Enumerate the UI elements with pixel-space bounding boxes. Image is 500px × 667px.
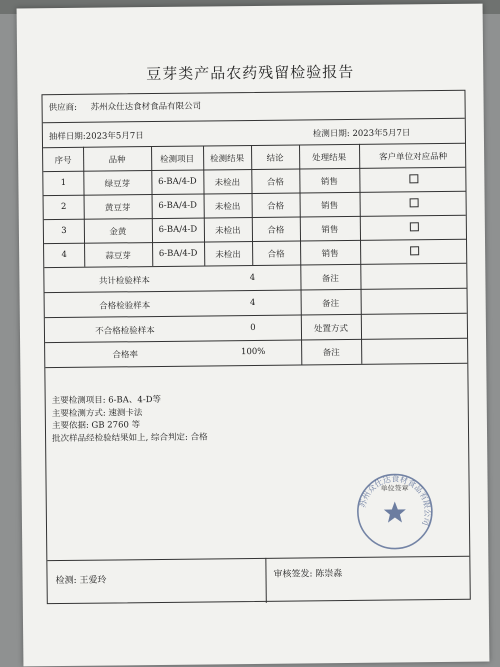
checkbox-icon[interactable]	[409, 174, 418, 183]
row-variety: 蒜豆芽	[105, 251, 131, 262]
total-note: 备注	[321, 274, 339, 285]
header-handling: 处理结果	[312, 153, 347, 164]
checkbox-icon[interactable]	[409, 198, 418, 207]
row-conclusion: 合格	[267, 225, 285, 236]
reviewer-signature: 审核签发: 陈崇淼	[273, 569, 343, 580]
row-item: 6-BA/4-D	[158, 200, 198, 211]
rate-value: 100%	[240, 346, 266, 358]
pass-note: 备注	[322, 299, 340, 310]
row-divider	[44, 215, 466, 220]
row-client-checkbox[interactable]	[360, 198, 468, 211]
row-divider	[44, 263, 466, 268]
row-result: 未检出	[214, 202, 241, 213]
row-client-checkbox[interactable]	[360, 246, 468, 259]
col-divider	[265, 558, 266, 603]
tester-signature: 检测: 王爱玲	[55, 575, 107, 587]
row-divider	[43, 118, 465, 123]
testing-date: 检测日期: 2023年5月7日	[312, 128, 411, 140]
fail-note: 处置方式	[313, 324, 348, 335]
row-item: 6-BA/4-D	[158, 176, 197, 187]
supplier-label: 供应商:	[48, 102, 78, 114]
row-conclusion: 合格	[266, 177, 284, 188]
row-divider	[45, 288, 467, 293]
row-handling: 销售	[320, 177, 338, 188]
row-variety: 黄豆芽	[104, 203, 131, 214]
header-conclusion: 结论	[266, 153, 284, 164]
company-seal	[354, 471, 435, 552]
row-client-checkbox[interactable]	[360, 222, 468, 235]
note-test-items: 主要检测项目: 6-BA、4-D等	[51, 394, 162, 407]
note-standard: 主要依据: GB 2760 等	[51, 420, 141, 432]
row-divider	[44, 191, 466, 196]
row-divider	[45, 338, 467, 343]
checkbox-icon[interactable]	[409, 222, 418, 231]
report-paper	[17, 4, 490, 667]
fail-value: 0	[250, 322, 256, 334]
note-test-method: 主要检测方式: 速测卡法	[51, 407, 143, 419]
checkbox-icon[interactable]	[410, 246, 419, 255]
note-conclusion: 批次样品经检验结果如上, 综合判定: 合格	[52, 431, 208, 444]
header-result: 检测结果	[210, 154, 245, 165]
row-divider	[45, 363, 467, 368]
row-no: 3	[61, 225, 67, 237]
row-divider	[43, 143, 465, 148]
row-no: 1	[60, 177, 67, 189]
row-divider	[44, 239, 466, 244]
seal-label: 单位签章	[380, 484, 409, 493]
row-no: 2	[60, 201, 67, 213]
svg-text:苏州众仕达食材食品有限公司	[357, 473, 432, 527]
rate-note: 备注	[322, 348, 340, 359]
notes-block	[52, 393, 208, 445]
total-value: 4	[249, 272, 256, 284]
seal-text: 苏州众仕达食材食品有限公司	[358, 474, 432, 527]
row-conclusion: 合格	[267, 201, 285, 212]
report-table	[41, 90, 470, 604]
row-handling: 销售	[321, 225, 339, 236]
pass-value: 4	[249, 297, 256, 309]
row-result: 未检出	[214, 178, 241, 189]
report-title: 豆芽类产品农药残留检验报告	[146, 62, 355, 84]
row-item: 6-BA/4-D	[158, 224, 198, 235]
header-variety: 品种	[108, 155, 126, 166]
star-icon	[384, 501, 406, 522]
row-variety: 绿豆芽	[104, 179, 131, 190]
rate-label: 合格率	[112, 350, 139, 361]
header-item: 检测项目	[160, 154, 195, 165]
pass-label: 合格检验样本	[99, 301, 151, 312]
row-conclusion: 合格	[267, 249, 285, 260]
fail-label: 不合格检验样本	[95, 326, 155, 337]
row-result: 未检出	[215, 250, 241, 261]
row-client-checkbox[interactable]	[359, 174, 467, 187]
row-divider	[45, 313, 467, 318]
total-label: 共计检验样本	[98, 276, 150, 287]
row-divider	[43, 167, 465, 172]
row-handling: 销售	[321, 201, 339, 212]
row-item: 6-BA/4-D	[158, 248, 198, 259]
header-client-variety: 客户单位对应品种	[379, 151, 448, 163]
sampling-date: 抽样日期:2023年5月7日	[48, 131, 144, 143]
row-variety: 金黄	[109, 227, 127, 238]
row-result: 未检出	[215, 226, 241, 237]
row-no: 4	[61, 249, 67, 261]
row-handling: 销售	[321, 249, 339, 260]
supplier-name: 苏州众仕达食材食品有限公司	[90, 101, 202, 113]
header-no: 序号	[54, 155, 72, 167]
row-divider	[47, 556, 469, 561]
